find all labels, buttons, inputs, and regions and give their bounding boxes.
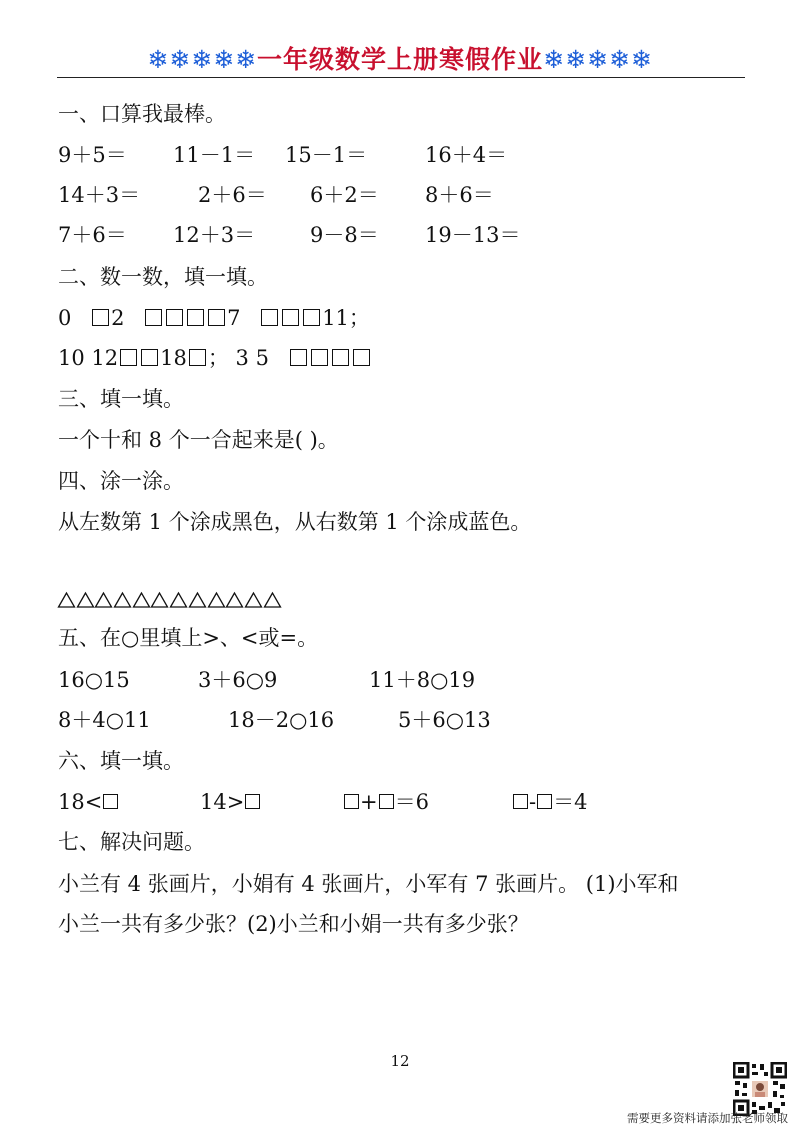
qr-code-icon [733,1062,787,1116]
sequence-number: 0 [58,306,72,330]
answer-box[interactable] [261,309,278,326]
fill-item [58,792,119,813]
arithmetic-item: 14＋3＝ [58,183,141,207]
section-6-title: 六、填一填。 [58,749,184,773]
triangle-icon[interactable] [263,590,282,610]
answer-box[interactable] [282,309,299,326]
sequence-number: 18 [160,346,187,370]
section-3-title: 三、填一填。 [58,387,184,411]
fill-text: 14> [200,790,245,814]
arithmetic-item: 2＋6＝ [198,183,267,207]
answer-box[interactable] [141,349,158,366]
compare-row-1 [0,670,800,694]
answer-box[interactable] [513,794,528,809]
answer-box[interactable] [311,349,328,366]
sequence-number: 10 12 [58,346,119,370]
fill-text: ＝4 [553,790,588,814]
sequence-number: 11； [322,306,370,330]
fill-text: 18< [58,790,103,814]
word-problem-line-1: 小兰有 4 张画片，小娟有 4 张画片，小军有 7 张画片。 (1)小军和 [58,872,679,896]
arithmetic-item: 9＋5＝ [58,143,127,167]
triangle-icon[interactable] [57,590,76,610]
triangle-row [57,590,281,610]
answer-box[interactable] [92,309,109,326]
triangle-icon[interactable] [244,590,263,610]
arithmetic-item: 8＋6＝ [425,183,494,207]
compare-item: 11＋8○19 [369,668,476,692]
footer-note: 需要更多资料请添加张老师领取 [627,1111,788,1125]
section-4-title: 四、涂一涂。 [58,469,184,493]
section-2-title: 二、数一数，填一填。 [58,265,268,289]
arithmetic-item: 6＋2＝ [310,183,379,207]
header-divider [57,77,745,78]
arithmetic-row-2 [0,185,800,209]
section-5-title: 五、在○里填上>、<或=。 [58,626,319,650]
arithmetic-item: 15－1＝ [285,143,368,167]
arithmetic-row-3 [0,225,800,249]
answer-box[interactable] [379,794,394,809]
compare-item: 3＋6○9 [198,668,278,692]
arithmetic-item: 12＋3＝ [173,223,256,247]
sequence-number: 7 [227,306,241,330]
answer-box[interactable] [145,309,162,326]
answer-box[interactable] [120,349,137,366]
arithmetic-item: 19－13＝ [425,223,521,247]
arithmetic-row-1 [0,145,800,169]
worksheet-title: 一年级数学上册寒假作业 [256,45,543,74]
answer-box[interactable] [166,309,183,326]
page-number: 12 [390,1052,410,1070]
compare-item: 18－2○16 [228,708,335,732]
fill-text: ＝6 [394,790,429,814]
answer-box[interactable] [353,349,370,366]
snowflake-icons-right: ❄❄❄❄❄ [543,45,653,74]
answer-box[interactable] [303,309,320,326]
compare-item: 5＋6○13 [398,708,491,732]
triangle-icon[interactable] [169,590,188,610]
word-problem-line-2: 小兰一共有多少张？(2)小兰和小娟一共有多少张？ [58,912,529,936]
arithmetic-item: 11－1＝ [173,143,256,167]
triangle-icon[interactable] [132,590,151,610]
answer-box[interactable] [537,794,552,809]
compare-item: 8＋4○11 [58,708,151,732]
answer-box[interactable] [245,794,260,809]
fill-text: + [360,790,378,814]
snowflake-icons-left: ❄❄❄❄❄ [147,45,257,74]
triangle-icon[interactable] [150,590,169,610]
answer-box[interactable] [332,349,349,366]
answer-box[interactable] [187,309,204,326]
triangle-icon[interactable] [94,590,113,610]
triangle-icon[interactable] [113,590,132,610]
section-4-instruction: 从左数第 1 个涂成黑色，从右数第 1 个涂成蓝色。 [58,510,532,534]
arithmetic-item: 9－8＝ [310,223,379,247]
triangle-icon[interactable] [188,590,207,610]
arithmetic-item: 16＋4＝ [425,143,508,167]
triangle-icon[interactable] [225,590,244,610]
sequence-number: 2 [111,306,125,330]
fill-text: - [529,790,537,814]
fill-item [343,792,429,813]
fill-item [200,792,261,813]
answer-box[interactable] [189,349,206,366]
fill-item [512,792,587,813]
worksheet-header [0,40,800,76]
arithmetic-item: 7＋6＝ [58,223,127,247]
count-sequence-1 [58,308,370,329]
count-sequence-2 [58,348,372,369]
section-3-question: 一个十和 8 个一合起来是( )。 [58,428,339,452]
compare-row-2 [0,710,800,734]
answer-box[interactable] [103,794,118,809]
answer-box[interactable] [344,794,359,809]
sequence-number: ； 3 5 [207,346,269,370]
section-1-title: 一、口算我最棒。 [58,102,226,126]
answer-box[interactable] [208,309,225,326]
compare-item: 16○15 [58,668,130,692]
fill-row [0,792,800,816]
triangle-icon[interactable] [207,590,226,610]
triangle-icon[interactable] [76,590,95,610]
answer-box[interactable] [290,349,307,366]
section-7-title: 七、解决问题。 [58,830,205,854]
